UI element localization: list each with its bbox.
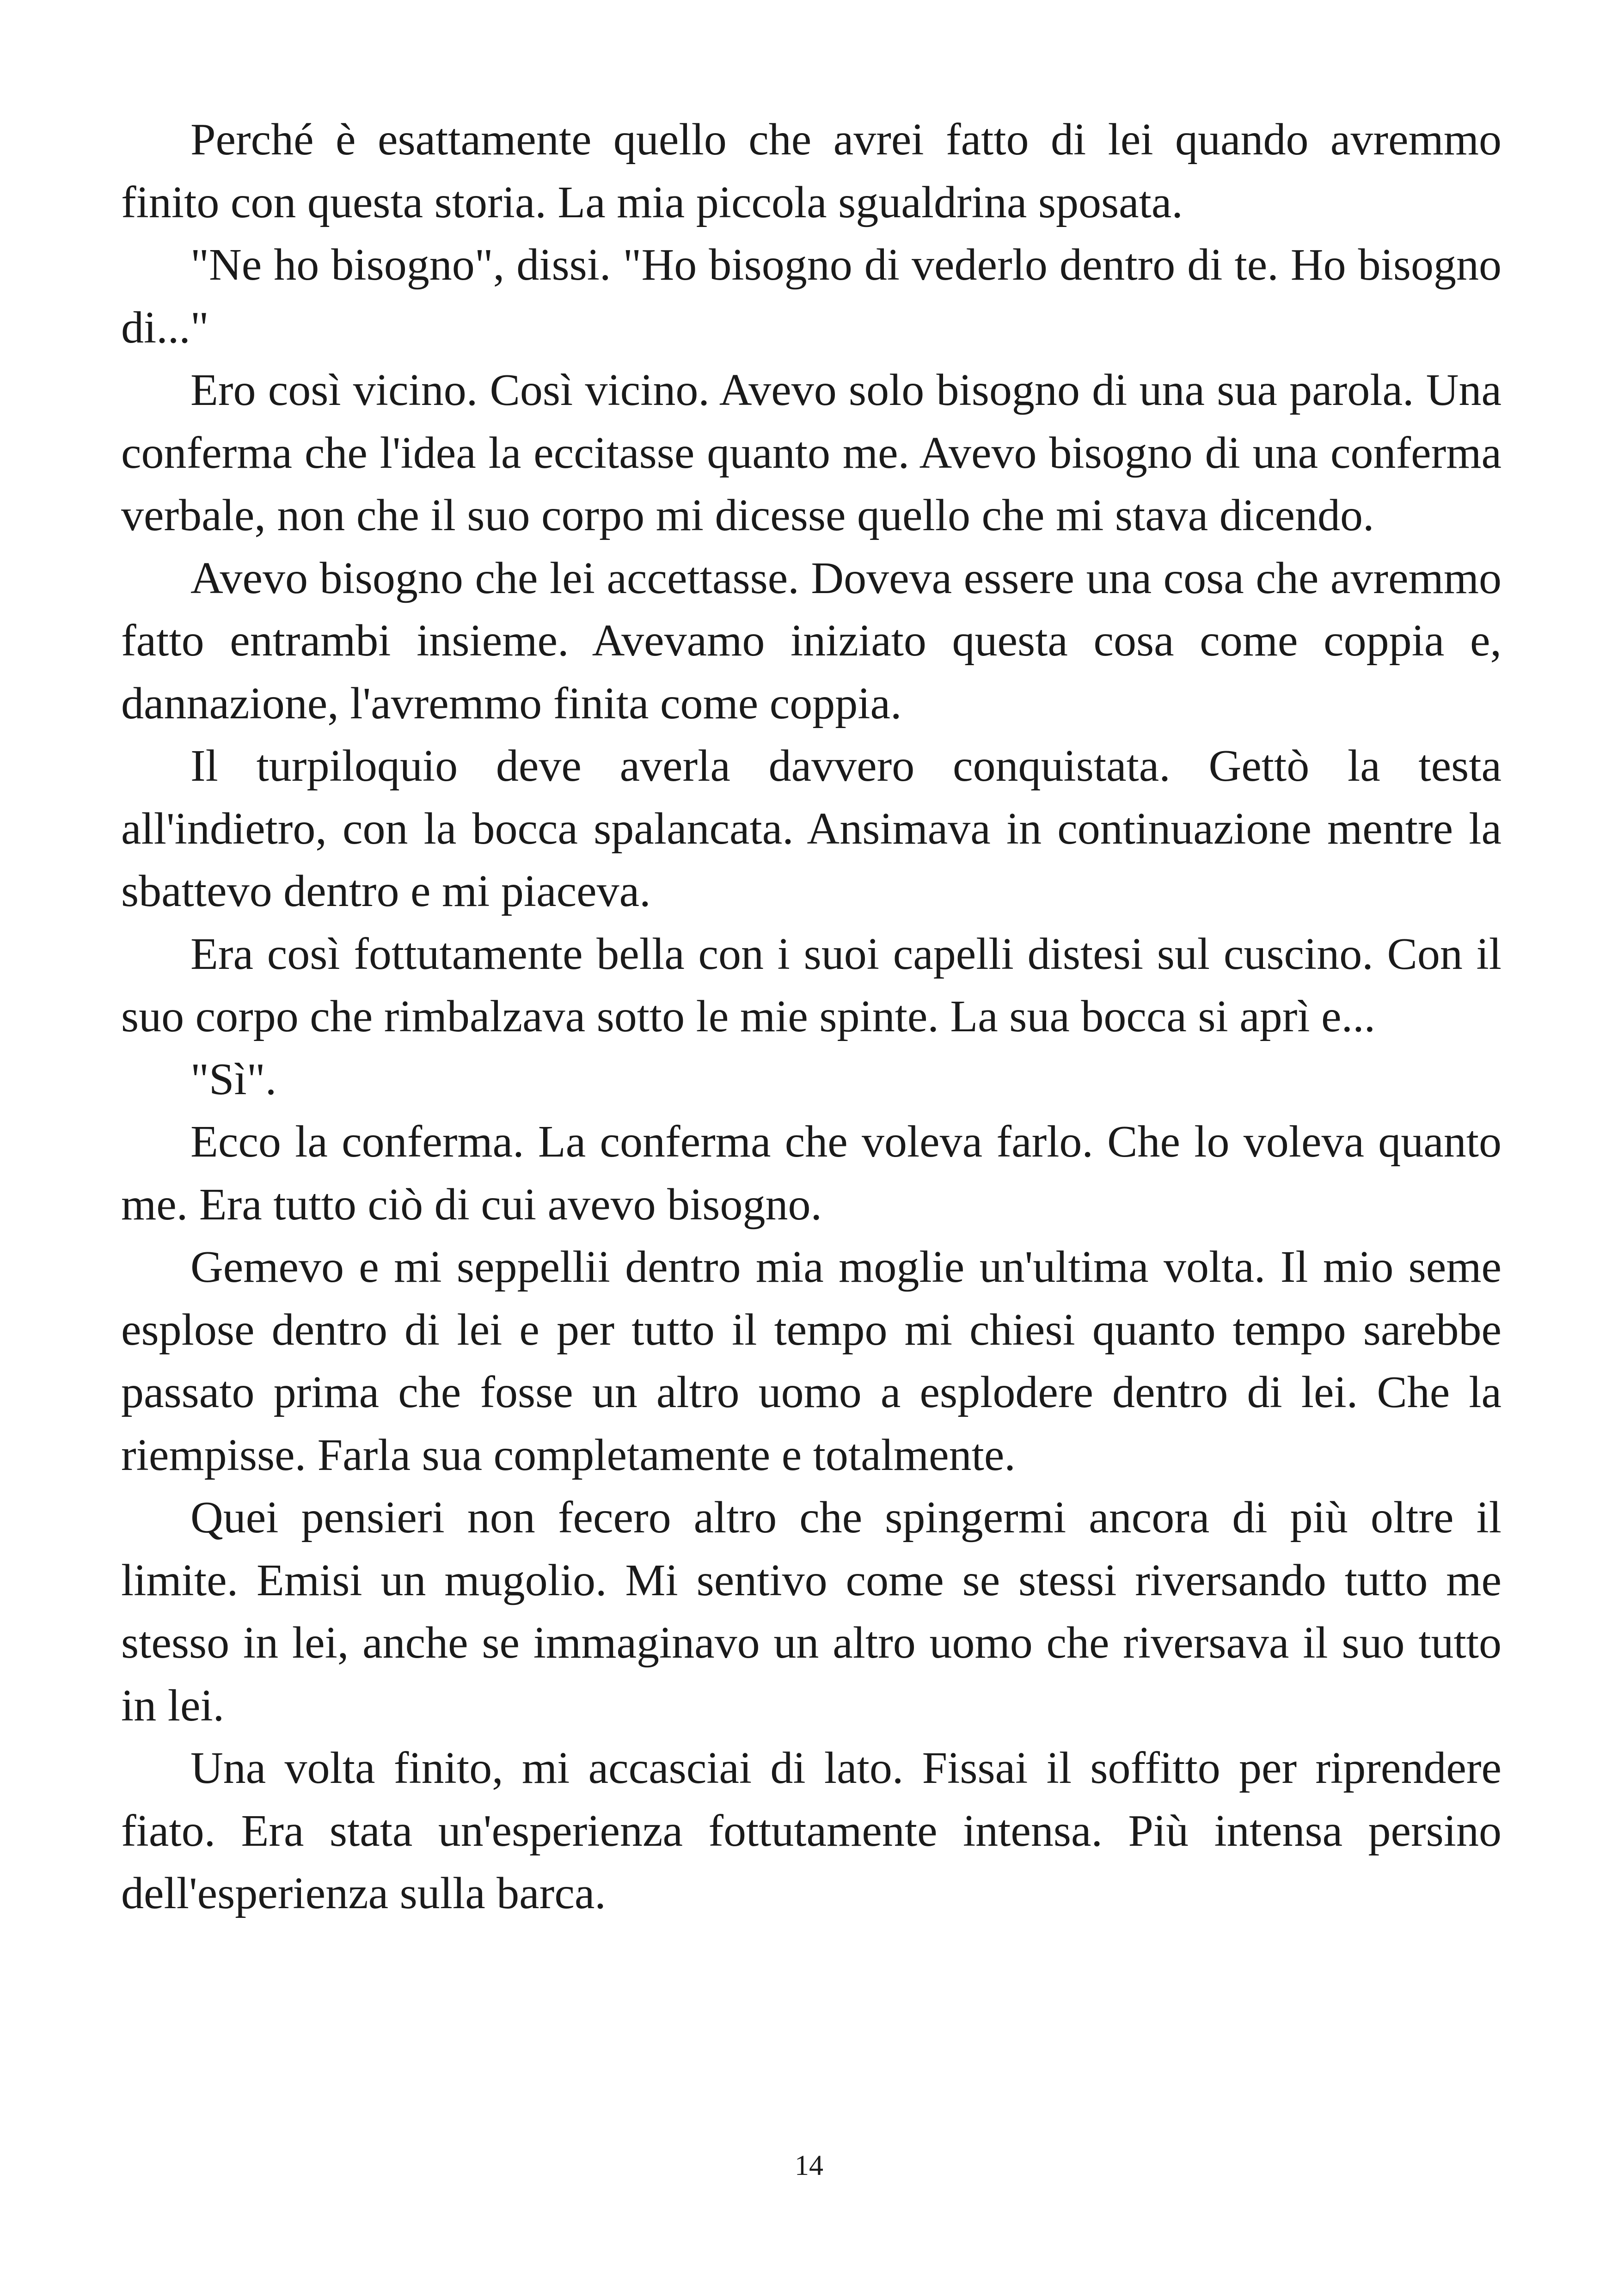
- body-text: [121, 109, 1502, 1925]
- paragraph: Ecco la conferma. La conferma che voleva farlo. Che lo voleva quanto me. Era tutto ciò di cui avevo bisogno.: [121, 1117, 1502, 1230]
- paragraph: Ero così vicino. Così vicino. Avevo solo bisogno di una sua parola. Una conferma che l'idea la eccitasse quanto me. Avevo bisogno di una conferma verbale, non che il suo corpo mi dicesse quello che mi stava dicendo.: [121, 365, 1502, 540]
- paragraph: Perché è esattamente quello che avrei fatto di lei quando avremmo finito con questa storia. La mia piccola sgualdrina sposata.: [121, 115, 1502, 227]
- paragraph: Quei pensieri non fecero altro che spingermi ancora di più oltre il limite. Emisi un mugolio. Mi sentivo come se stessi riversando tutto me stesso in lei, anche se immaginavo un altro uomo che riversava il suo tutto in lei.: [121, 1493, 1502, 1731]
- paragraph: Una volta finito, mi accasciai di lato. Fissai il soffitto per riprendere fiato. Era stata un'esperienza fottutamente intensa. Più intensa persino dell'esperienza sulla barca.: [121, 1743, 1502, 1918]
- paragraph: "Ne ho bisogno", dissi. "Ho bisogno di vederlo dentro di te. Ho bisogno di...": [121, 240, 1502, 353]
- paragraph: Avevo bisogno che lei accettasse. Doveva essere una cosa che avremmo fatto entrambi insieme. Avevamo iniziato questa cosa come coppia e, dannazione, l'avremmo finita come coppia.: [121, 553, 1502, 729]
- paragraph: Il turpiloquio deve averla davvero conquistata. Gettò la testa all'indietro, con la bocca spalancata. Ansimava in continuazione mentre la sbattevo dentro e mi piaceva.: [121, 741, 1502, 916]
- paragraph: "Sì".: [190, 1054, 277, 1104]
- page-number: 14: [795, 2150, 823, 2181]
- paragraph: Era così fottutamente bella con i suoi capelli distesi sul cuscino. Con il suo corpo che rimbalzava sotto le mie spinte. La sua bocca si aprì e...: [121, 929, 1502, 1041]
- paragraph: Gemevo e mi seppellii dentro mia moglie un'ultima volta. Il mio seme esplose dentro di lei e per tutto il tempo mi chiesi quanto tempo sarebbe passato prima che fosse un altro uomo a esplodere dentro di lei. Che la riempisse. Farla sua completamente e totalmente.: [121, 1242, 1502, 1480]
